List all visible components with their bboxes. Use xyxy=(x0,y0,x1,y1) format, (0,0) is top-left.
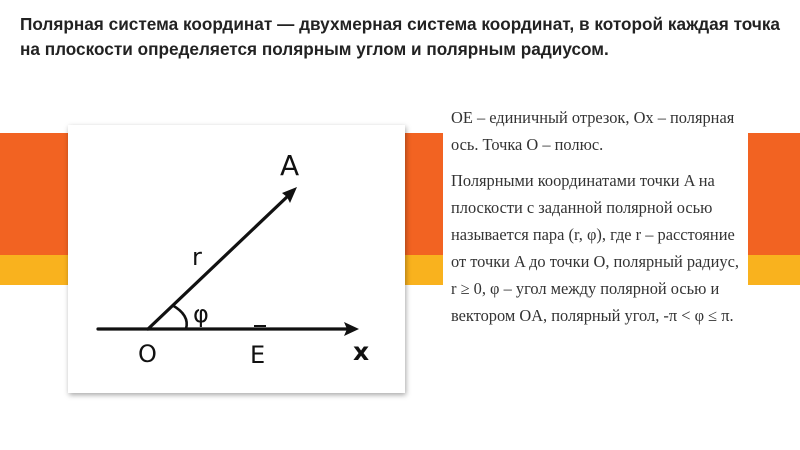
polar-coordinates-figure xyxy=(68,125,405,393)
polar-diagram xyxy=(68,125,405,393)
radius-label: r xyxy=(192,243,202,271)
slide-title: Полярная система координат — двухмерная система координат, в которой каждая точка на плоскости определяется полярным углом и полярным радиусом. xyxy=(20,14,780,59)
definition-unit-segment: OE – единичный отрезок, Ox – полярная ось. Точка O – полюс. xyxy=(451,108,735,154)
angle-label: φ xyxy=(193,300,209,328)
unit-point-label: E xyxy=(250,341,266,369)
axis-label: x xyxy=(353,337,370,366)
angle-arc xyxy=(172,305,187,329)
point-a-label: A xyxy=(280,149,300,182)
definitions-panel xyxy=(443,100,748,420)
radius-vector-line xyxy=(148,195,289,329)
definition-polar-coordinates: Полярными координатами точки A на плоскости с заданной полярной осью называется пара (r, φ), где r – расстояние от точки A до точки O, полярный радиус, r ≥ 0, φ – угол между полярной осью и вектором OA, полярный угол, -π < φ ≤ π. xyxy=(451,171,739,325)
origin-label: O xyxy=(138,340,157,368)
